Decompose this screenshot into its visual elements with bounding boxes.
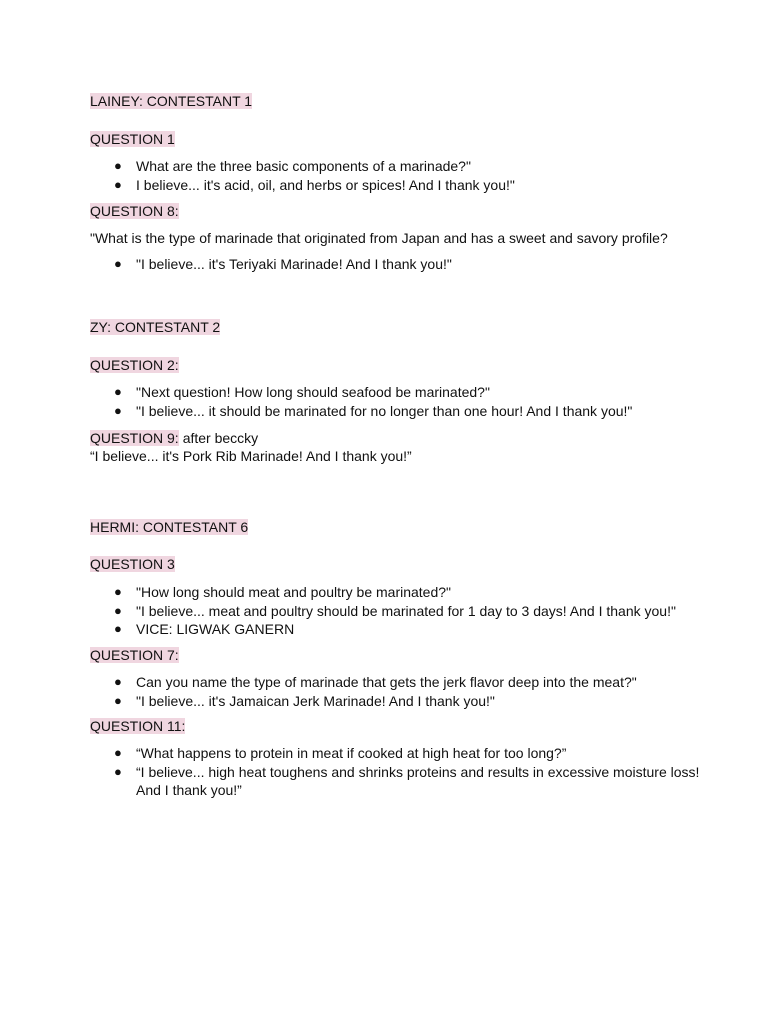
question-heading-2 <box>90 356 179 374</box>
list-item-text: VICE: LIGWAK GANERN <box>136 621 295 637</box>
list-item <box>90 744 720 763</box>
question-heading-1 <box>90 130 175 148</box>
list-item <box>90 763 720 800</box>
bullet-icon: ● <box>114 763 122 779</box>
question-label: QUESTION 2: <box>90 357 179 373</box>
bullet-icon: ● <box>114 402 122 418</box>
question-heading-7 <box>90 646 179 664</box>
list-item <box>90 176 720 195</box>
list-item-text: "I believe... meat and poultry should be marinated for 1 day to 3 days! And I thank you!" <box>136 602 676 619</box>
bullet-icon: ● <box>114 674 122 689</box>
list-item-text: “What happens to protein in meat if cooked at high heat for too long?” <box>136 745 567 761</box>
question-8-text: "What is the type of marinade that originated from Japan and has a sweet and savory profile? <box>90 230 668 246</box>
contestant-header-text: HERMI: CONTESTANT 6 <box>90 519 249 535</box>
question-9-text: “I believe... it's Pork Rib Marinade! And I thank you!” <box>90 448 412 464</box>
list-item-text: "I believe... it should be marinated for no longer than one hour! And I thank you!" <box>136 402 633 419</box>
question-note: after beccky <box>182 430 259 446</box>
list-item-text: Can you name the type of marinade that gets the jerk flavor deep into the meat?" <box>136 674 637 690</box>
bullet-icon: ● <box>114 584 122 599</box>
question-heading-8 <box>90 202 179 220</box>
list-item <box>90 402 720 421</box>
list-item-text: What are the three basic components of a marinade?" <box>136 158 471 174</box>
list-item-text: "I believe... it's Jamaican Jerk Marinade! And I thank you!" <box>136 692 495 709</box>
contestant-header-hermi <box>90 518 248 536</box>
list-item <box>90 383 720 402</box>
question-7-list <box>90 673 720 710</box>
list-item-text: I believe... it's acid, oil, and herbs or spices! And I thank you!" <box>136 176 515 193</box>
question-1-list <box>90 157 720 194</box>
bullet-icon: ● <box>114 745 122 760</box>
bullet-icon: ● <box>114 176 122 192</box>
bullet-icon: ● <box>114 692 122 708</box>
list-item-text: “I believe... high heat toughens and shrinks proteins and results in excessive moisture loss! And I thank you!” <box>136 763 700 798</box>
list-item <box>90 583 720 602</box>
question-8-list <box>90 255 720 274</box>
list-item-text: "Next question! How long should seafood be marinated?" <box>136 384 490 400</box>
bullet-icon: ● <box>114 158 122 173</box>
list-item <box>90 620 720 639</box>
question-heading-9 <box>90 429 258 447</box>
list-item-text: "How long should meat and poultry be marinated?" <box>136 584 452 600</box>
question-heading-11 <box>90 717 185 735</box>
list-item <box>90 692 720 711</box>
list-item <box>90 157 720 176</box>
contestant-header-lainey <box>90 92 252 110</box>
list-item <box>90 255 720 274</box>
contestant-header-text: LAINEY: CONTESTANT 1 <box>90 93 253 109</box>
bullet-icon: ● <box>114 256 122 271</box>
question-label: QUESTION 11: <box>90 718 186 734</box>
question-2-list <box>90 383 720 420</box>
bullet-icon: ● <box>114 384 122 399</box>
question-label: QUESTION 8: <box>90 203 179 219</box>
contestant-header-text: ZY: CONTESTANT 2 <box>90 319 221 335</box>
question-label: QUESTION 3 <box>90 556 175 572</box>
list-item <box>90 602 720 621</box>
question-3-list <box>90 583 720 639</box>
bullet-icon: ● <box>114 602 122 618</box>
question-heading-3 <box>90 555 175 573</box>
question-label: QUESTION 1 <box>90 131 175 147</box>
question-label: QUESTION 9: <box>90 430 179 446</box>
contestant-header-zy <box>90 318 220 336</box>
question-11-list <box>90 744 720 800</box>
list-item-text: "I believe... it's Teriyaki Marinade! And I thank you!" <box>136 256 452 272</box>
question-label: QUESTION 7: <box>90 647 179 663</box>
bullet-icon: ● <box>114 621 122 636</box>
list-item <box>90 673 720 692</box>
